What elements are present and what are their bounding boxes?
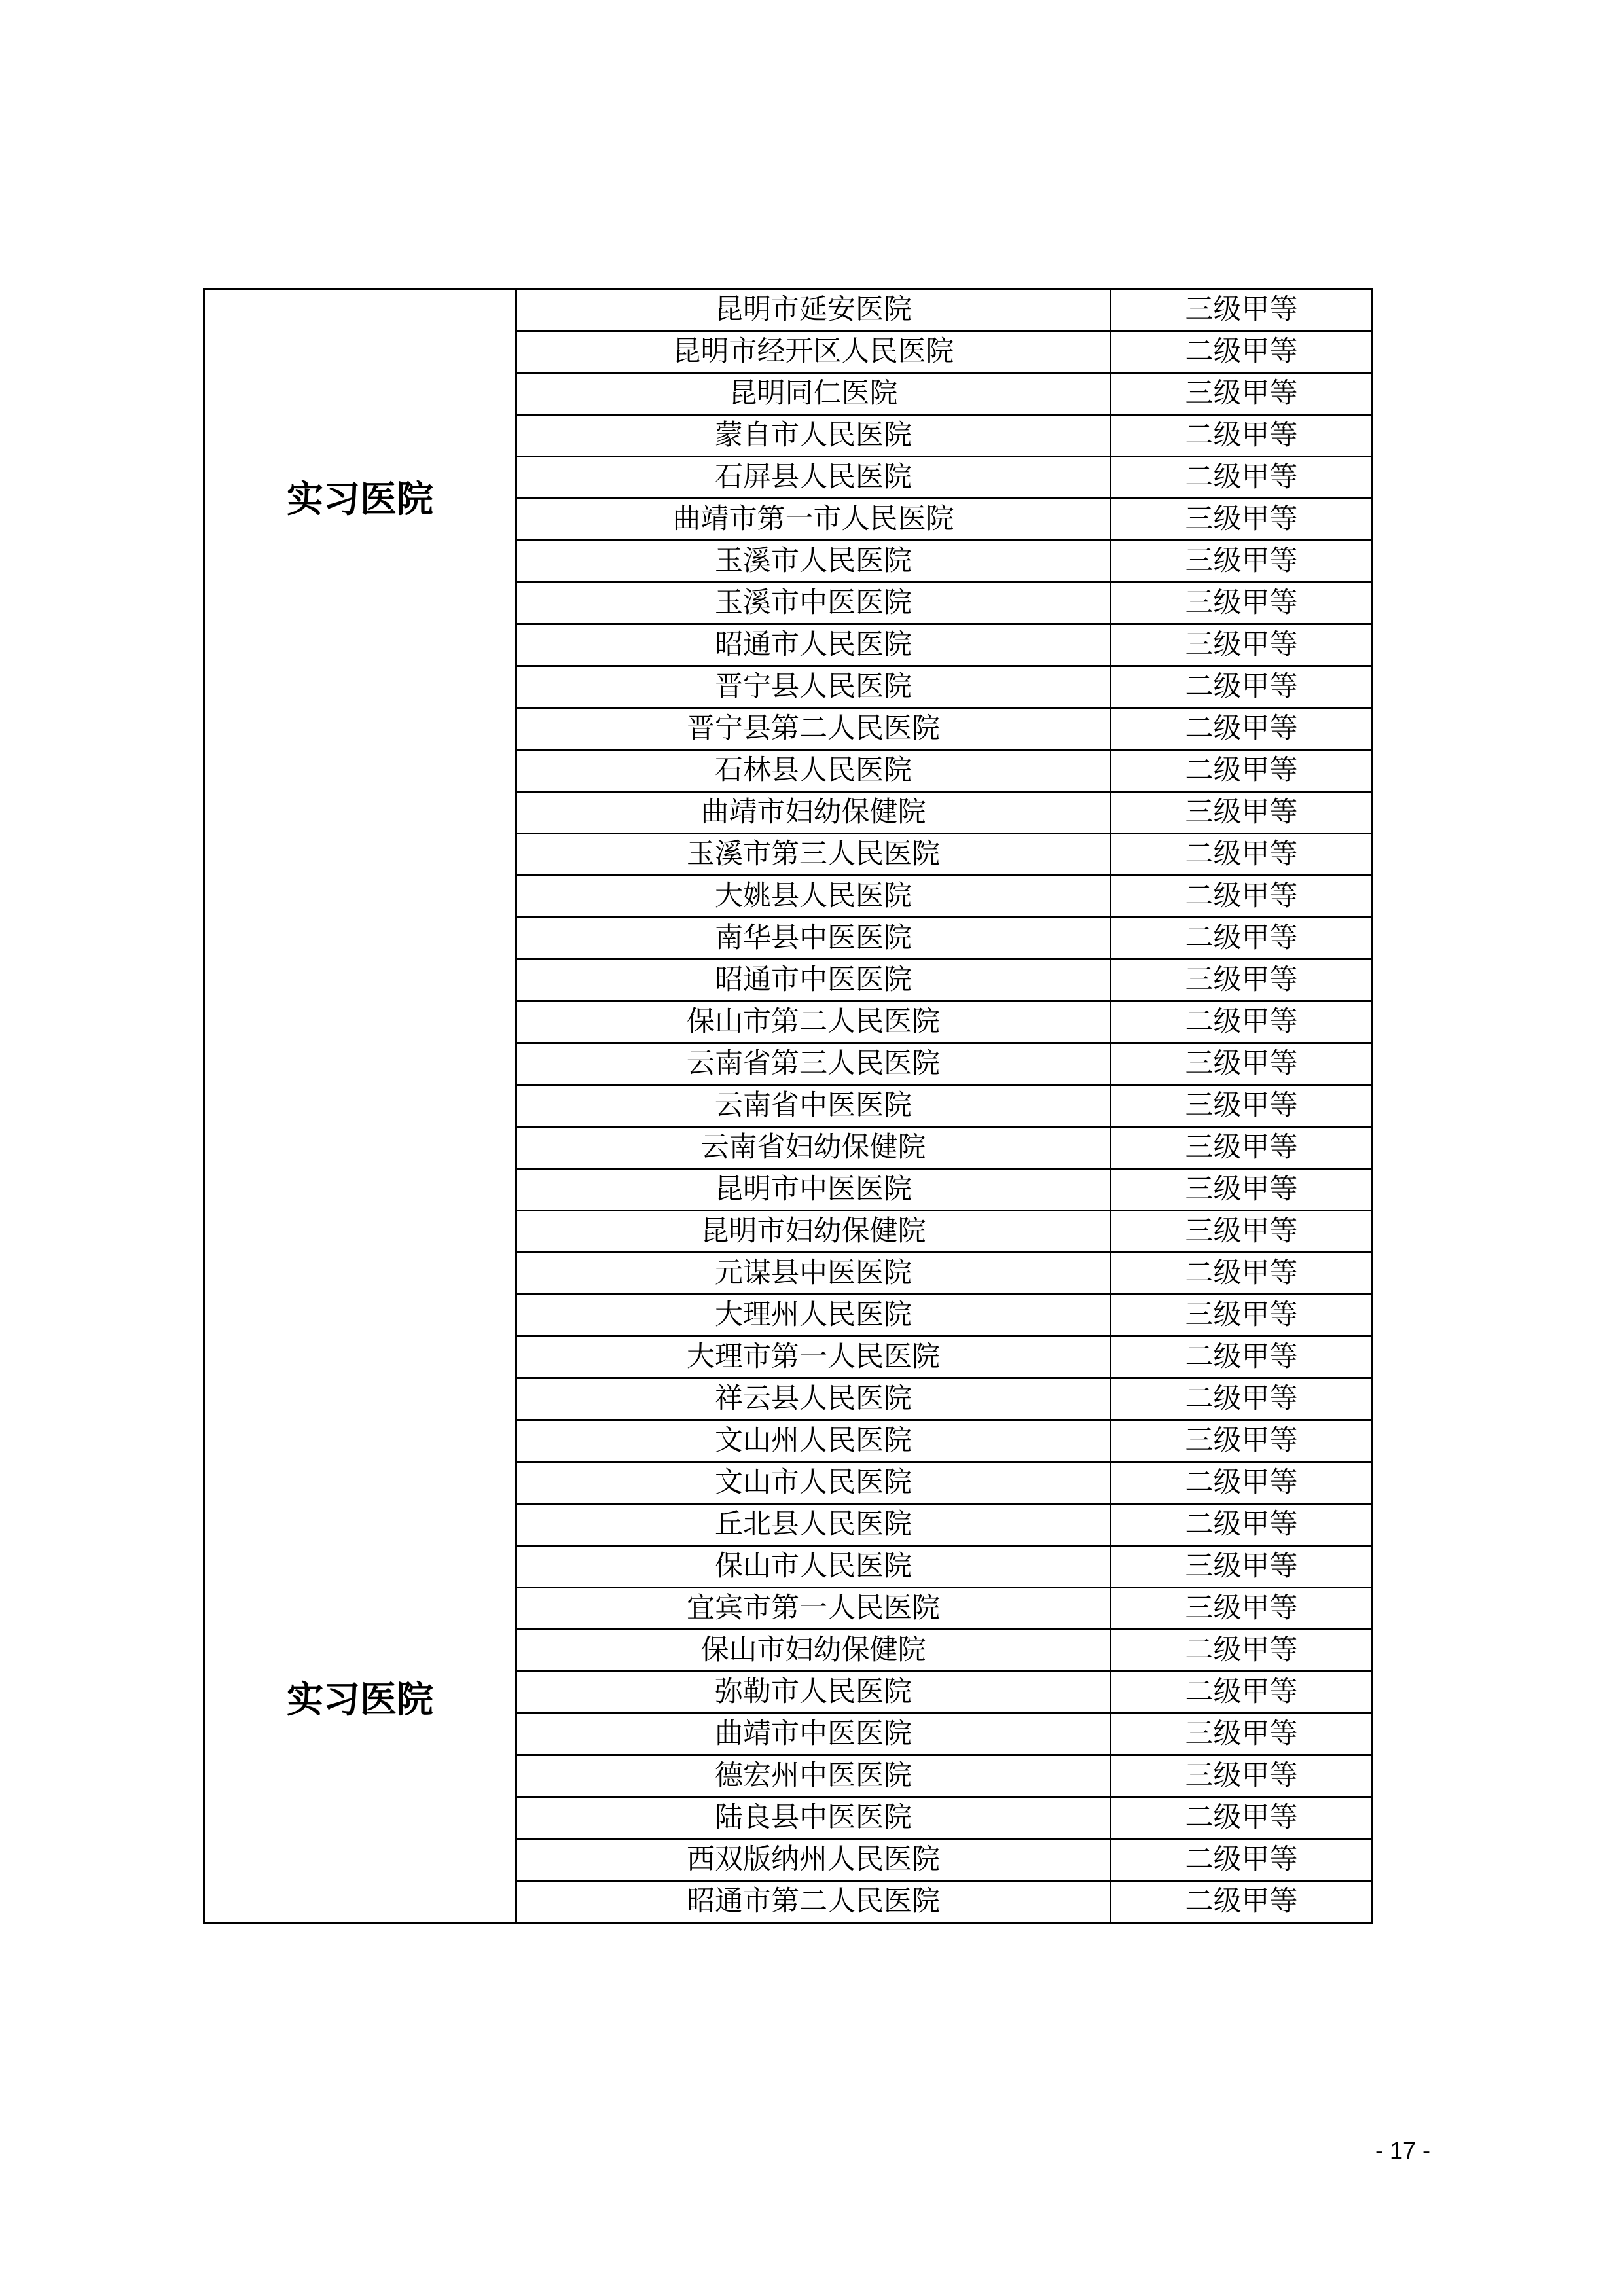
hospital-name-cell: 丘北县人民医院 xyxy=(516,1504,1111,1546)
hospital-name-cell: 德宏州中医医院 xyxy=(516,1755,1111,1797)
hospital-name-cell: 曲靖市中医医院 xyxy=(516,1713,1111,1755)
hospital-name-cell: 弥勒市人民医院 xyxy=(516,1672,1111,1713)
hospital-level-cell: 二级甲等 xyxy=(1111,1672,1373,1713)
hospital-name-cell: 昭通市第二人民医院 xyxy=(516,1881,1111,1923)
hospital-level-cell: 三级甲等 xyxy=(1111,624,1373,666)
hospital-name-cell: 昭通市人民医院 xyxy=(516,624,1111,666)
hospital-level-cell: 二级甲等 xyxy=(1111,666,1373,708)
hospital-name-cell: 云南省妇幼保健院 xyxy=(516,1127,1111,1169)
hospital-level-cell: 三级甲等 xyxy=(1111,1588,1373,1630)
hospital-name-cell: 曲靖市第一市人民医院 xyxy=(516,499,1111,541)
hospital-level-cell: 二级甲等 xyxy=(1111,1378,1373,1420)
hospital-name-cell: 陆良县中医医院 xyxy=(516,1797,1111,1839)
hospital-level-cell: 三级甲等 xyxy=(1111,499,1373,541)
hospital-level-cell: 三级甲等 xyxy=(1111,1713,1373,1755)
hospital-table-body xyxy=(204,289,1373,1923)
hospital-level-cell: 三级甲等 xyxy=(1111,1169,1373,1211)
hospital-name-cell: 大理州人民医院 xyxy=(516,1295,1111,1336)
hospital-level-cell: 二级甲等 xyxy=(1111,1504,1373,1546)
hospital-level-cell: 二级甲等 xyxy=(1111,457,1373,499)
hospital-name-cell: 西双版纳州人民医院 xyxy=(516,1839,1111,1881)
table-row xyxy=(204,289,1373,331)
hospital-level-cell: 二级甲等 xyxy=(1111,750,1373,792)
hospital-name-cell: 玉溪市中医医院 xyxy=(516,583,1111,624)
hospital-level-cell: 三级甲等 xyxy=(1111,1755,1373,1797)
hospital-name-cell: 文山州人民医院 xyxy=(516,1420,1111,1462)
hospital-level-cell: 三级甲等 xyxy=(1111,1420,1373,1462)
hospital-name-cell: 文山市人民医院 xyxy=(516,1462,1111,1504)
page-number: - 17 - xyxy=(1375,2137,1430,2164)
hospital-level-cell: 三级甲等 xyxy=(1111,792,1373,834)
hospital-name-cell: 大姚县人民医院 xyxy=(516,876,1111,918)
hospital-level-cell: 二级甲等 xyxy=(1111,708,1373,750)
hospital-level-cell: 三级甲等 xyxy=(1111,1043,1373,1085)
hospital-name-cell: 蒙自市人民医院 xyxy=(516,415,1111,457)
hospital-name-cell: 大理市第一人民医院 xyxy=(516,1336,1111,1378)
hospital-level-cell: 二级甲等 xyxy=(1111,415,1373,457)
hospital-name-cell: 石屏县人民医院 xyxy=(516,457,1111,499)
hospital-level-cell: 三级甲等 xyxy=(1111,1295,1373,1336)
hospital-table xyxy=(203,288,1373,1924)
hospital-level-cell: 三级甲等 xyxy=(1111,373,1373,415)
hospital-level-cell: 二级甲等 xyxy=(1111,834,1373,876)
hospital-level-cell: 三级甲等 xyxy=(1111,1127,1373,1169)
hospital-name-cell: 保山市第二人民医院 xyxy=(516,1001,1111,1043)
category-label: 实习医院 xyxy=(287,478,433,521)
hospital-name-cell: 玉溪市第三人民医院 xyxy=(516,834,1111,876)
category-cell xyxy=(204,289,516,1923)
hospital-name-cell: 保山市人民医院 xyxy=(516,1546,1111,1588)
hospital-level-cell: 二级甲等 xyxy=(1111,1630,1373,1672)
hospital-name-cell: 云南省中医医院 xyxy=(516,1085,1111,1127)
hospital-level-cell: 三级甲等 xyxy=(1111,1211,1373,1253)
hospital-level-cell: 二级甲等 xyxy=(1111,1462,1373,1504)
hospital-level-cell: 二级甲等 xyxy=(1111,1797,1373,1839)
hospital-level-cell: 二级甲等 xyxy=(1111,1001,1373,1043)
hospital-level-cell: 二级甲等 xyxy=(1111,1253,1373,1295)
hospital-name-cell: 昆明市延安医院 xyxy=(516,289,1111,331)
hospital-level-cell: 二级甲等 xyxy=(1111,1881,1373,1923)
hospital-name-cell: 昆明市中医医院 xyxy=(516,1169,1111,1211)
hospital-name-cell: 元谋县中医医院 xyxy=(516,1253,1111,1295)
hospital-name-cell: 宜宾市第一人民医院 xyxy=(516,1588,1111,1630)
hospital-name-cell: 祥云县人民医院 xyxy=(516,1378,1111,1420)
hospital-level-cell: 二级甲等 xyxy=(1111,331,1373,373)
hospital-name-cell: 石林县人民医院 xyxy=(516,750,1111,792)
hospital-level-cell: 三级甲等 xyxy=(1111,1546,1373,1588)
hospital-name-cell: 南华县中医医院 xyxy=(516,918,1111,960)
hospital-level-cell: 二级甲等 xyxy=(1111,1839,1373,1881)
hospital-name-cell: 昆明市经开区人民医院 xyxy=(516,331,1111,373)
hospital-level-cell: 三级甲等 xyxy=(1111,289,1373,331)
hospital-level-cell: 三级甲等 xyxy=(1111,583,1373,624)
hospital-name-cell: 云南省第三人民医院 xyxy=(516,1043,1111,1085)
hospital-level-cell: 三级甲等 xyxy=(1111,541,1373,583)
hospital-name-cell: 昭通市中医医院 xyxy=(516,960,1111,1001)
hospital-name-cell: 晋宁县人民医院 xyxy=(516,666,1111,708)
hospital-name-cell: 昆明市妇幼保健院 xyxy=(516,1211,1111,1253)
hospital-level-cell: 二级甲等 xyxy=(1111,876,1373,918)
hospital-level-cell: 三级甲等 xyxy=(1111,1085,1373,1127)
hospital-name-cell: 昆明同仁医院 xyxy=(516,373,1111,415)
hospital-level-cell: 二级甲等 xyxy=(1111,1336,1373,1378)
hospital-level-cell: 三级甲等 xyxy=(1111,960,1373,1001)
hospital-name-cell: 曲靖市妇幼保健院 xyxy=(516,792,1111,834)
hospital-name-cell: 保山市妇幼保健院 xyxy=(516,1630,1111,1672)
hospital-level-cell: 二级甲等 xyxy=(1111,918,1373,960)
hospital-name-cell: 玉溪市人民医院 xyxy=(516,541,1111,583)
category-label: 实习医院 xyxy=(287,1679,433,1721)
hospital-name-cell: 晋宁县第二人民医院 xyxy=(516,708,1111,750)
